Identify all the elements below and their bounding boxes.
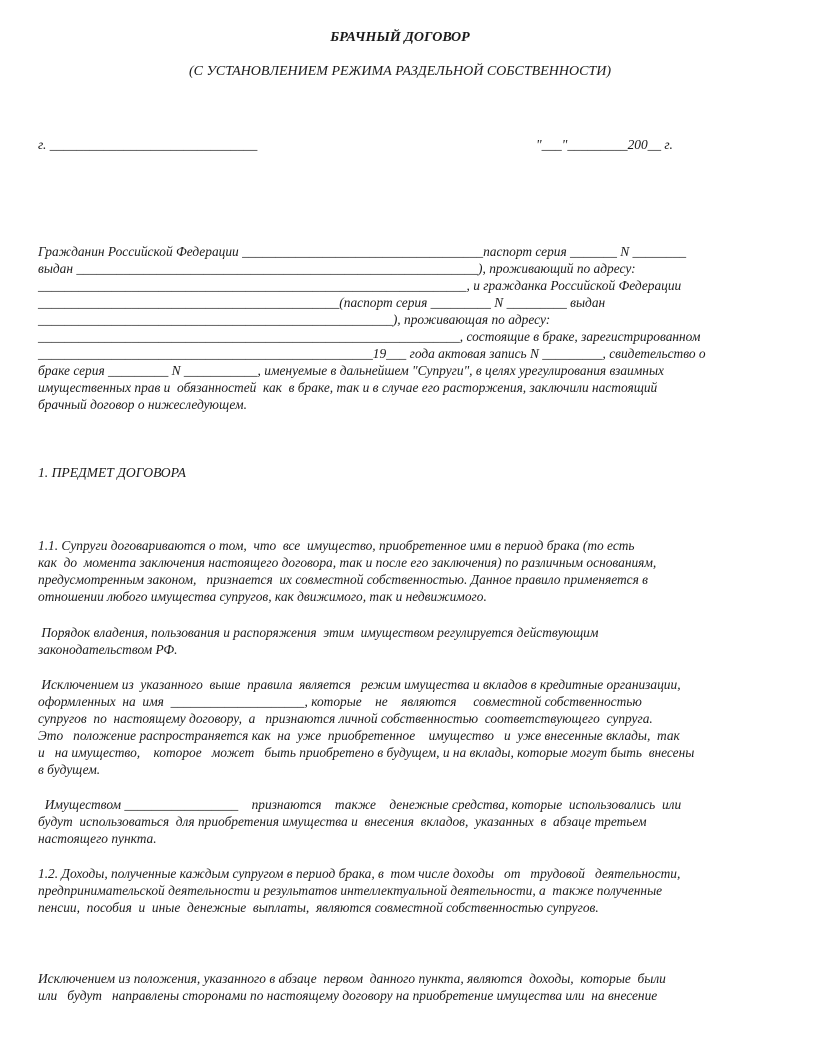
- paragraph-line: 1.1. Супруги договариваются о том, что все имущество, приобретенное ими в период брака (то есть: [38, 538, 635, 553]
- document-subtitle: (С УСТАНОВЛЕНИЕМ РЕЖИМА РАЗДЕЛЬНОЙ СОБСТВЕННОСТИ): [188, 64, 612, 79]
- preamble-line: имущественных прав и обязанностей как в браке, так и в случае его расторжения, заключили настоящий: [38, 380, 658, 395]
- preamble-line: ________________________________________________________________, и гражданка Российской Федерации: [38, 278, 682, 293]
- paragraph-line: пенсии, пособия и иные денежные выплаты, являются совместной собственностью супругов.: [38, 900, 599, 915]
- paragraph-line: законодательством РФ.: [38, 642, 178, 657]
- paragraph-line: в будущем.: [38, 762, 101, 777]
- paragraph-line: Имуществом _________________ признаются также денежные средства, которые использовались или: [38, 797, 682, 812]
- paragraph-line: супругов по настоящему договору, а признаются личной собственностью соответствующего супруга.: [38, 711, 653, 726]
- preamble-line: брачный договор о нижеследующем.: [38, 397, 247, 412]
- paragraph-line: Порядок владения, пользования и распоряжения этим имуществом регулируется действующим: [38, 625, 599, 640]
- city-field: г. _______________________________: [38, 137, 258, 152]
- paragraph-line: будут использоваться для приобретения имущества и внесения вкладов, указанных в абзаце третьем: [38, 814, 647, 829]
- preamble-line: _____________________________________________________), проживающая по адресу:: [38, 312, 551, 327]
- paragraph-line: и на имущество, которое может быть приобретено в будущем, и на вклады, которые могут быть внесены: [38, 745, 695, 760]
- paragraph-line: отношении любого имущества супругов, как движимого, так и недвижимого.: [38, 589, 487, 604]
- preamble-line: _____________________________________________(паспорт серия _________ N _________ выдан: [38, 295, 606, 310]
- preamble-line: браке серия _________ N ___________, именуемые в дальнейшем "Супруги", в целях урегулирования взаимных: [38, 363, 664, 378]
- paragraph-line: оформленных на имя ____________________, которые не являются совместной собственностью: [38, 694, 642, 709]
- paragraph-line: как до момента заключения настоящего договора, так и после его заключения) по различным основаниям,: [38, 555, 657, 570]
- preamble-line: Гражданин Российской Федерации ____________________________________паспорт серия _______ N ________: [38, 244, 687, 259]
- preamble-line: выдан ____________________________________________________________), проживающий по адресу:: [38, 261, 636, 276]
- preamble-line: _______________________________________________________________, состоящие в браке, зарегистрированном: [38, 329, 701, 344]
- paragraph-line: Исключением из положения, указанного в абзаце первом данного пункта, являются доходы, которые были: [38, 971, 666, 986]
- document-title: БРАЧНЫЙ ДОГОВОР: [330, 30, 470, 45]
- paragraph-line: настоящего пункта.: [38, 831, 157, 846]
- date-field: "___"_________200__ г.: [536, 137, 673, 152]
- paragraph-line: предусмотренным законом, признается их совместной собственностью. Данное правило применяется в: [38, 572, 648, 587]
- paragraph-line: Это положение распространяется как на уже приобретенное имущество и уже внесенные вклады, так: [38, 728, 680, 743]
- section-heading: 1. ПРЕДМЕТ ДОГОВОРА: [38, 465, 186, 480]
- preamble-line: __________________________________________________19___ года актовая запись N _________, свидетельство о: [38, 346, 706, 361]
- paragraph-line: или будут направлены сторонами по настоящему договору на приобретение имущества или на внесение: [38, 988, 658, 1003]
- paragraph-line: предпринимательской деятельности и результатов интеллектуальной деятельности, а также полученные: [38, 883, 663, 898]
- paragraph-line: 1.2. Доходы, полученные каждым супругом в период брака, в том числе доходы от трудовой деятельности,: [38, 866, 681, 881]
- paragraph-line: Исключением из указанного выше правила является режим имущества и вкладов в кредитные организации,: [38, 677, 681, 692]
